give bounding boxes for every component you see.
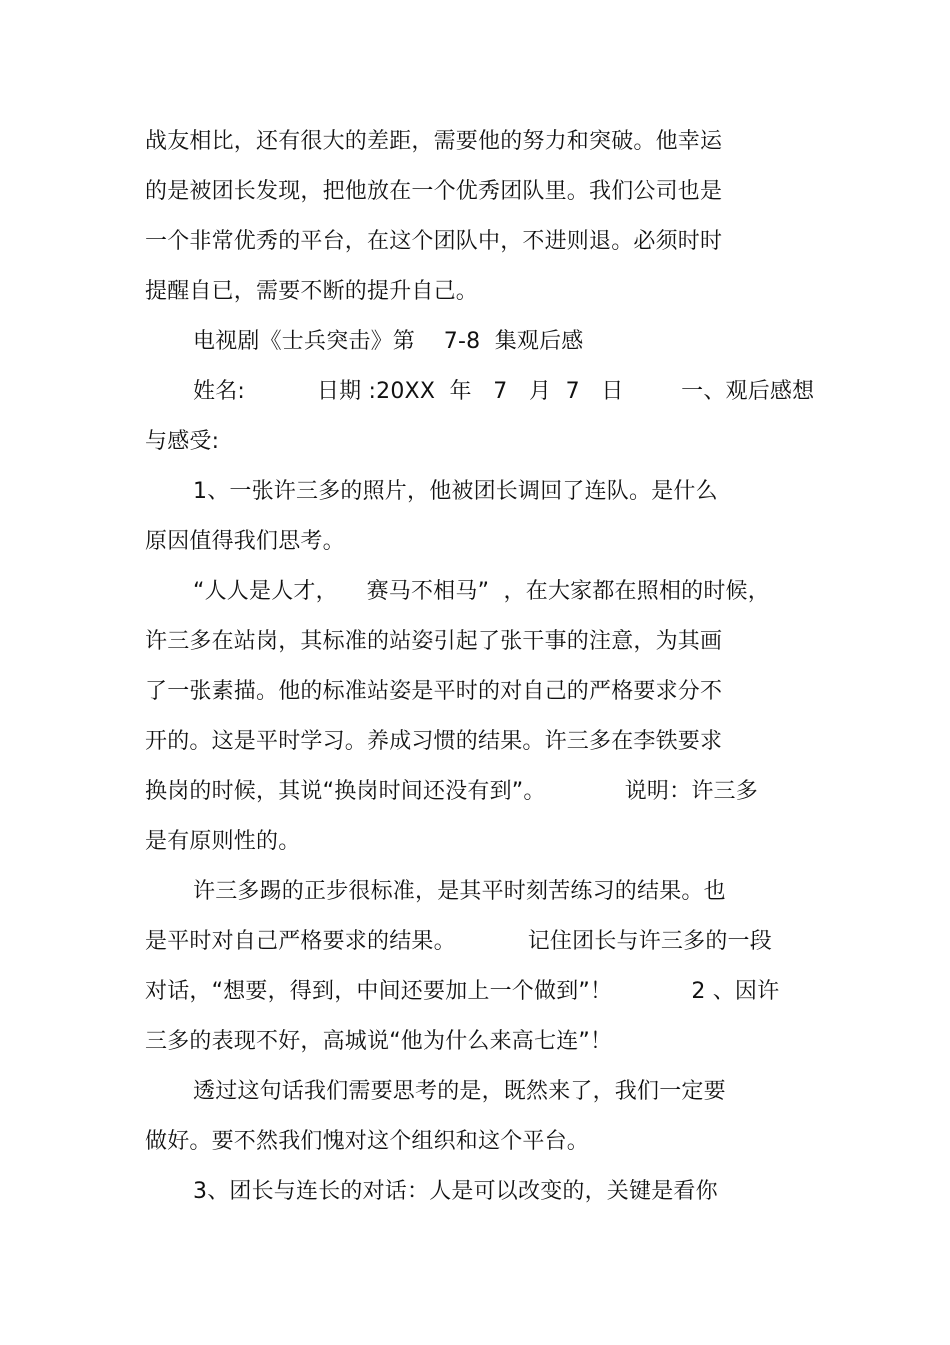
text-line: 许三多踢的正步很标准，是其平时刻苦练习的结果。也 [193,879,726,904]
text-line: 对话，“想要，得到，中间还要加上一个做到”！ 2 、因许 [145,979,780,1004]
text-line: 了一张素描。他的标准站姿是平时的对自己的严格要求分不 [145,679,723,704]
text-line: 许三多在站岗，其标准的站姿引起了张干事的注意，为其画 [145,629,723,654]
text-line: 原因值得我们思考。 [145,529,345,554]
text-line: 战友相比，还有很大的差距，需要他的努力和突破。他幸运 [145,129,723,154]
text-line: 与感受: [145,429,220,454]
text-line: 一个非常优秀的平台，在这个团队中，不进则退。必须时时 [145,229,723,254]
text-line: 做好。要不然我们愧对这个组织和这个平台。 [145,1129,590,1154]
text-line: 提醒自已，需要不断的提升自己。 [145,279,479,304]
text-line: 换岗的时候，其说“换岗时间还没有到”。 说明：许三多 [145,779,758,804]
text-line: 3、团长与连长的对话：人是可以改变的，关键是看你 [193,1179,718,1204]
text-line: 开的。这是平时学习。养成习惯的结果。许三多在李铁要求 [145,729,723,754]
text-line: 透过这句话我们需要思考的是，既然来了，我们一定要 [193,1079,726,1104]
name-date-line: 姓名: 日期 :20XX 年 7 月 7 日 一、观后感想 [193,379,815,404]
text-line: 的是被团长发现，把他放在一个优秀团队里。我们公司也是 [145,179,723,204]
text-line: 是有原则性的。 [145,829,301,854]
text-line: 是平时对自己严格要求的结果。 记住团长与许三多的一段 [145,929,772,954]
section-title: 电视剧《士兵突击》第 7-8 集观后感 [193,329,584,354]
text-line: “人人是人才， 赛马不相马” ，在大家都在照相的时候， [193,579,770,604]
text-line: 三多的表现不好，高城说“他为什么来高七连”！ [145,1029,613,1054]
text-line: 1、一张许三多的照片，他被团长调回了连队。是什么 [193,479,718,504]
